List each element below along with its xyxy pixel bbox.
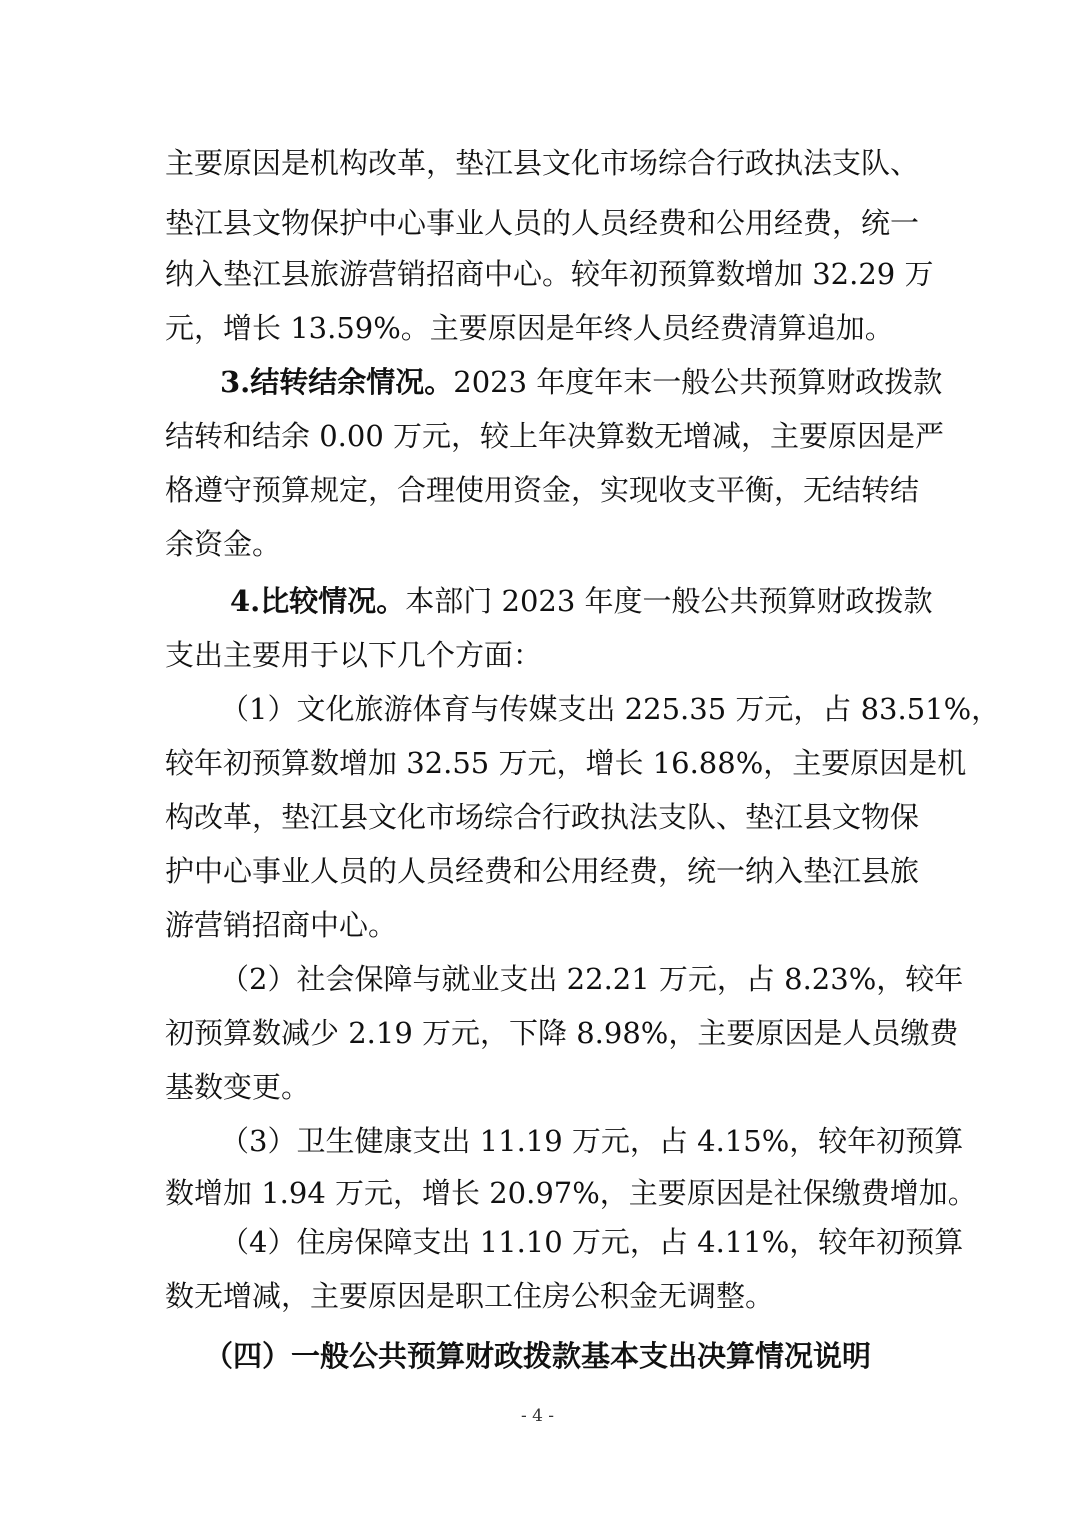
section-3-first-line [220, 354, 943, 410]
item-4-first-line: （4）住房保障支出 11.10 万元，占 4.11%，较年初预算 [220, 1225, 964, 1259]
item-3-first-line: （3）卫生健康支出 11.19 万元，占 4.15%，较年初预算 [220, 1124, 964, 1158]
paragraph-line: 游营销招商中心。 [165, 908, 398, 942]
item-1-first-line: （1）文化旅游体育与传媒支出 225.35 万元，占 83.51%， [220, 692, 1001, 726]
paragraph-line: 纳入垫江县旅游营销招商中心。较年初预算数增加 32.29 万 [165, 257, 934, 291]
paragraph-line: 元，增长 13.59%。主要原因是年终人员经费清算追加。 [165, 311, 894, 345]
section-4-first-line [230, 573, 933, 629]
paragraph-line: 支出主要用于以下几个方面： [165, 638, 543, 672]
section-heading: （四）一般公共预算财政拨款基本支出决算情况说明 [203, 1339, 871, 1373]
paragraph-line: 数增加 1.94 万元，增长 20.97%，主要原因是社保缴费增加。 [165, 1176, 977, 1210]
paragraph-line: 基数变更。 [165, 1070, 311, 1104]
paragraph-line: 余资金。 [165, 527, 282, 561]
paragraph-line: 较年初预算数增加 32.55 万元，增长 16.88%，主要原因是机 [165, 746, 967, 780]
paragraph-line: 构改革，垫江县文化市场综合行政执法支队、垫江县文物保 [165, 800, 920, 834]
paragraph-line: 护中心事业人员的人员经费和公用经费，统一纳入垫江县旅 [165, 854, 920, 888]
paragraph-line: 数无增减，主要原因是职工住房公积金无调整。 [165, 1279, 775, 1313]
section-3-text: 2023 年度年末一般公共预算财政拨款 [453, 365, 943, 399]
paragraph-line: 主要原因是机构改革，垫江县文化市场综合行政执法支队、 [165, 146, 920, 180]
item-2-first-line: （2）社会保障与就业支出 22.21 万元，占 8.23%，较年 [220, 962, 964, 996]
paragraph-line: 结转和结余 0.00 万元，较上年决算数无增减，主要原因是严 [165, 419, 945, 453]
paragraph-line: 格遵守预算规定，合理使用资金，实现收支平衡，无结转结 [165, 473, 920, 507]
paragraph-line: 初预算数减少 2.19 万元，下降 8.98%，主要原因是人员缴费 [165, 1016, 959, 1050]
section-4-text: 本部门 2023 年度一般公共预算财政拨款 [405, 584, 933, 618]
section-4-lead: 4.比较情况。 [230, 584, 406, 618]
page-number: - 4 - [520, 1406, 555, 1426]
section-3-lead: 3.结转结余情况。 [220, 365, 454, 399]
paragraph-line: 垫江县文物保护中心事业人员的人员经费和公用经费，统一 [165, 206, 920, 240]
